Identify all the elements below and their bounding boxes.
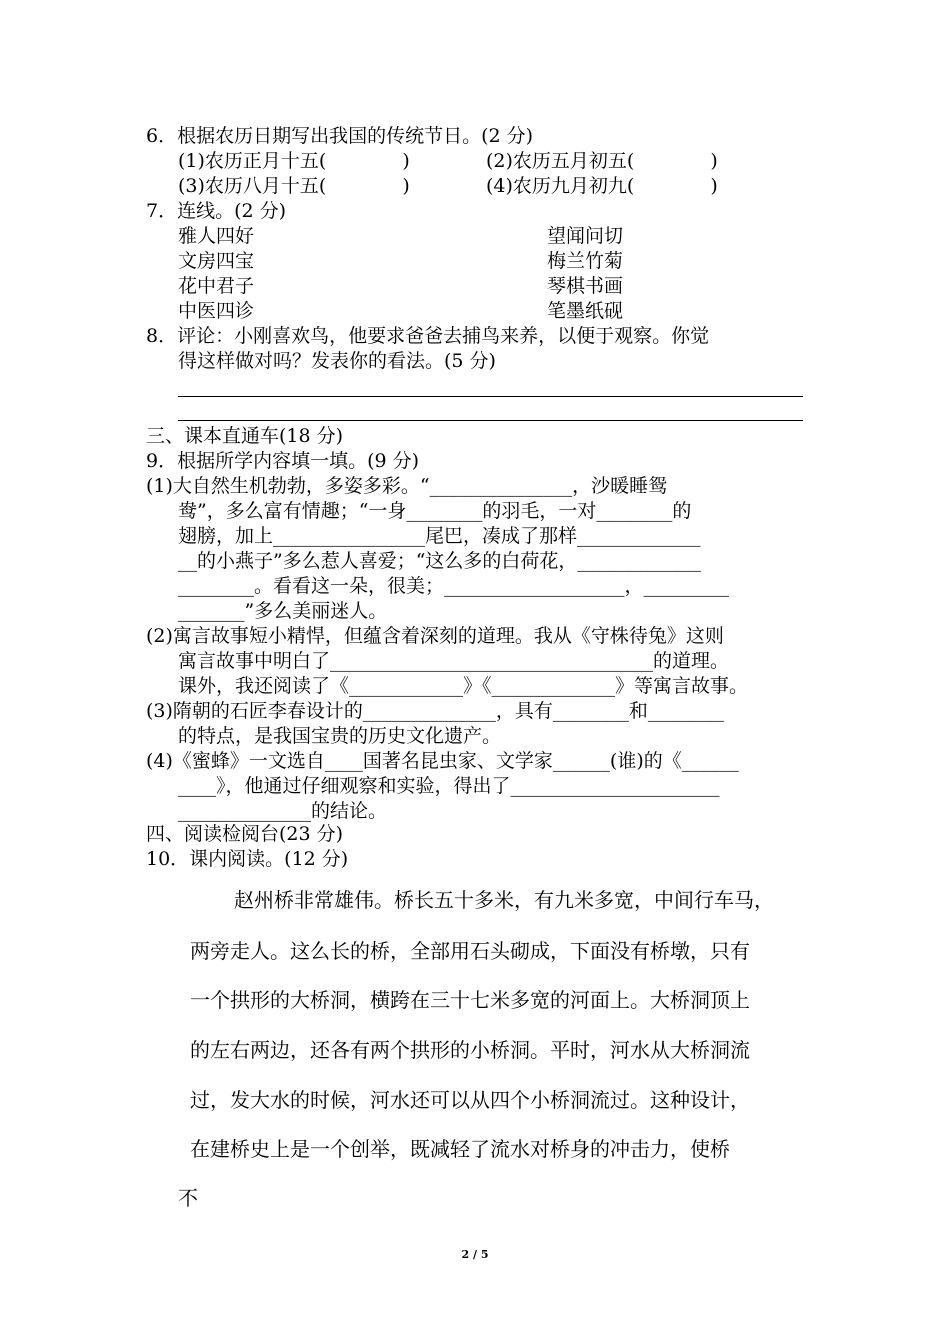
q7-left-3: 花中君子 [178, 275, 255, 297]
q8-answer-line-2[interactable] [178, 420, 803, 421]
q9-line: __的小燕子”多么惹人喜爱；“这么多的白荷花，_____________ [178, 550, 701, 572]
q9-line: (4)《蜜蜂》一文选自____国著名昆虫家、文学家______(谁)的《______ [146, 750, 739, 772]
q7-title: 7．连线。(2 分) [146, 200, 287, 222]
passage-line: 在建桥史上是一个创举，既减轻了流水对桥身的冲击力，使桥 [190, 1137, 730, 1161]
passage-line: 两旁走人。这么长的桥，全部用石头砌成，下面没有桥墩，只有 [190, 939, 750, 963]
q6-item-3: (3)农历八月十五( ) [178, 175, 410, 197]
q9-line: (1)大自然生机勃勃，多姿多彩。“_______________，沙暖睡鸳 [146, 475, 668, 497]
q7-left-2: 文房四宝 [178, 250, 255, 272]
q6-item-1: (1)农历正月十五( ) [178, 150, 410, 172]
q9-line: 的特点，是我国宝贵的历史文化遗产。 [178, 725, 502, 747]
q9-line: (2)寓言故事短小精悍，但蕴含着深刻的道理。我从《守株待兔》这则 [146, 625, 724, 647]
q9-line: 翅膀，加上________________尾巴，凑成了那样_____________ [178, 525, 701, 547]
q9-line: _______”多么美丽迷人。 [178, 600, 388, 622]
q7-left-1: 雅人四好 [178, 225, 255, 247]
q9-line: 鸯”，多么富有情趣；“一身________的羽毛，一对________的 [178, 500, 692, 522]
passage-line: 赵州桥非常雄伟。桥长五十多米，有九米多宽，中间行车马， [234, 888, 774, 912]
passage-line: 一个拱形的大桥洞，横跨在三十七米多宽的河面上。大桥洞顶上 [190, 988, 750, 1012]
q9-line: ____》，他通过仔细观察和实验，得出了______________________ [178, 775, 720, 797]
q9-line: 寓言故事中明白了__________________________________的道理。 [178, 650, 730, 672]
q10-title: 10．课内阅读。(12 分) [146, 848, 349, 870]
q6-title: 6．根据农历日期写出我国的传统节日。(2 分) [146, 125, 534, 147]
q8-answer-line-1[interactable] [178, 396, 803, 397]
passage-line: 不 [178, 1186, 198, 1210]
q6-item-4: (4)农历九月初九( ) [486, 175, 718, 197]
passage-line: 过，发大水的时候，河水还可以从四个小桥洞流过。这种设计， [190, 1088, 750, 1112]
q8-line-1: 8．评论：小刚喜欢鸟，他要求爸爸去捕鸟来养，以便于观察。你觉 [146, 325, 710, 347]
q7-right-1: 望闻问切 [547, 225, 624, 247]
q9-line: (3)隋朝的石匠李春设计的______________，具有________和________ [146, 700, 724, 722]
section-4-heading: 四、阅读检阅台(23 分) [146, 823, 344, 845]
q8-line-2: 得这样做对吗？发表你的看法。(5 分) [178, 350, 496, 372]
q7-right-3: 琴棋书画 [547, 275, 624, 297]
q9-line: ______________的结论。 [178, 800, 388, 822]
q6-item-2: (2)农历五月初五( ) [486, 150, 718, 172]
q7-left-4: 中医四诊 [178, 300, 255, 322]
q9-title: 9．根据所学内容填一填。(9 分) [146, 450, 420, 472]
q7-right-2: 梅兰竹菊 [547, 250, 624, 272]
q9-line: 课外，我还阅读了《____________》《_____________》等寓言故事。 [178, 675, 749, 697]
section-3-heading: 三、课本直通车(18 分) [146, 425, 344, 447]
q9-line: ________。看看这一朵，很美；___________________，_________ [178, 575, 730, 597]
q7-right-4: 笔墨纸砚 [547, 300, 624, 322]
passage-line: 的左右两边，还各有两个拱形的小桥洞。平时，河水从大桥洞流 [190, 1038, 750, 1062]
page-number: 2 / 5 [461, 1248, 489, 1261]
